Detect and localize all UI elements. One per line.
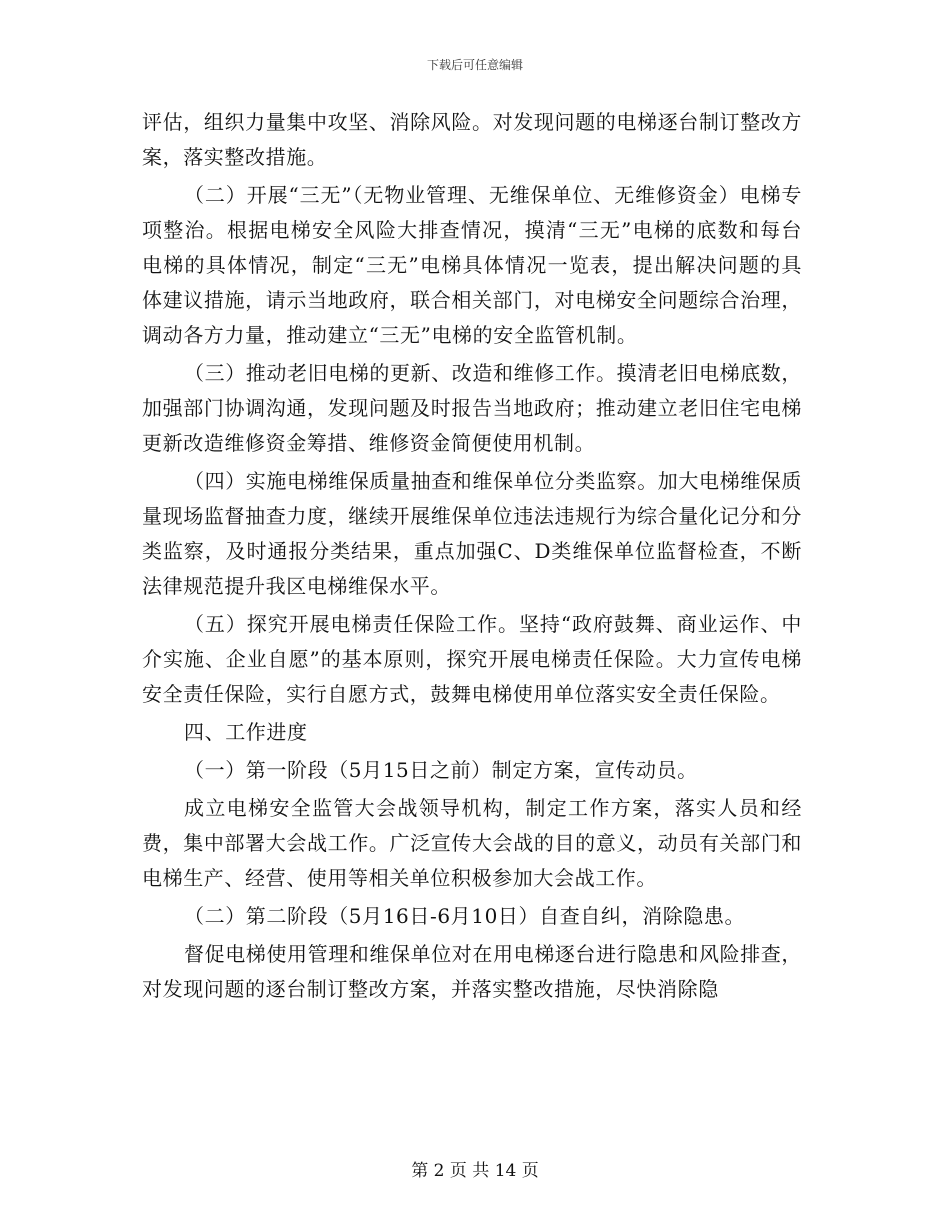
paragraph-stage-2: （二）第二阶段（5月16日-6月10日）自查自纠，消除隐患。 [184, 904, 746, 928]
section-heading-progress: 四、工作进度 [184, 720, 308, 744]
paragraph-1: 评估，组织力量集中攻坚、消除风险。对发现问题的电梯逐台制订整改方案，落实整改措施。 [142, 110, 802, 169]
paragraph-4: （四）实施电梯维保质量抽查和维保单位分类监察。加大电梯维保质量现场监督抽查力度，继续开展维保单位违法违规行为综合量化记分和分类监察，及时通报分类结果，重点加强C、D类维保单位监督检查，不断法律规范提升我区电梯维保水平。 [142, 469, 802, 598]
page-number: 第 2 页 共 14 页 [411, 1161, 539, 1181]
paragraph-3: （三）推动老旧电梯的更新、改造和维修工作。摸清老旧电梯底数，加强部门协调沟通，发现问题及时报告当地政府；推动建立老旧住宅电梯更新改造维修资金筹措、维修资金简便使用机制。 [142, 361, 802, 455]
paragraph-2: （二）开展“三无”（无物业管理、无维保单位、无维修资金）电梯专项整治。根据电梯安全风险大排查情况，摸清“三无”电梯的底数和每台电梯的具体情况，制定“三无”电梯具体情况一览表，提出解决问题的具体建议措施，请示当地政府，联合相关部门，对电梯安全问题综合治理，调动各方力量，推动建立“三无”电梯的安全监管机制。 [142, 183, 802, 347]
paragraph-5: （五）探究开展电梯责任保险工作。坚持“政府鼓舞、商业运作、中介实施、企业自愿”的基本原则，探究开展电梯责任保险。大力宣传电梯安全责任保险，实行自愿方式，鼓舞电梯使用单位落实安全责任保险。 [142, 612, 802, 706]
document-body [142, 105, 802, 1007]
page-header-note: 下载后可任意编辑 [426, 58, 523, 72]
paragraph-stage-1: （一）第一阶段（5月15日之前）制定方案，宣传动员。 [184, 758, 698, 782]
paragraph-9: 督促电梯使用管理和维保单位对在用电梯逐台进行隐患和风险排查，对发现问题的逐台制订整改方案，并落实整改措施，尽快消除隐 [142, 942, 802, 1001]
paragraph-7: 成立电梯安全监管大会战领导机构，制定工作方案，落实人员和经费，集中部署大会战工作。广泛宣传大会战的目的意义，动员有关部门和电梯生产、经营、使用等相关单位积极参加大会战工作。 [142, 796, 802, 890]
